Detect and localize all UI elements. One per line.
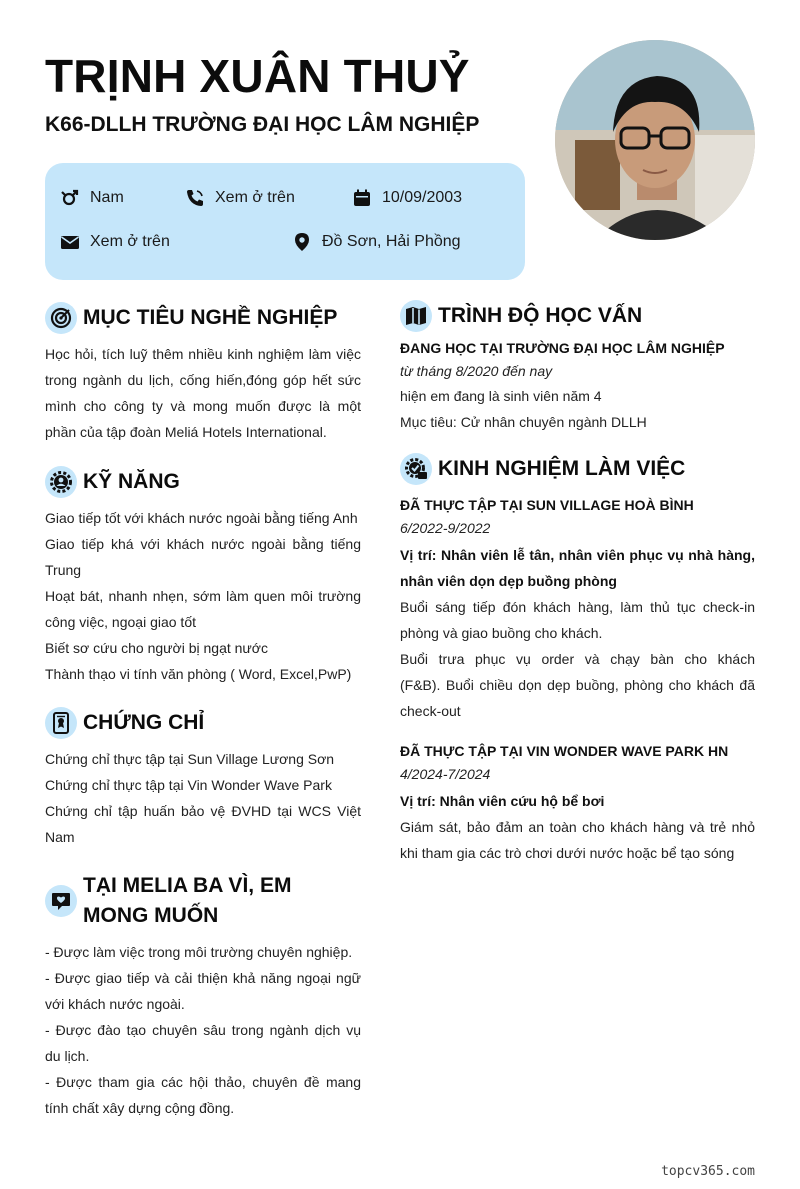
book-icon [400, 300, 432, 332]
watermark: topcv365.com [661, 1164, 755, 1179]
address-item [292, 232, 461, 252]
gear-user-icon [45, 466, 77, 498]
skills-title: KỸ NĂNG [83, 470, 180, 493]
wishes-section [45, 871, 361, 1121]
job-line: Buổi trưa phục vụ order và chạy bàn cho khách (F&B). Buổi chiều dọn dẹp buồng, phòng cho khách đã check-out [400, 651, 783, 719]
job-entry [400, 740, 755, 866]
birthday-value: 10/09/2003 [382, 189, 463, 206]
objective-title: MỤC TIÊU NGHỀ NGHIỆP [83, 306, 338, 329]
wish-item: - Được giao tiếp và cải thiện khả năng ngoại ngữ với khách nước ngoài. [45, 970, 361, 1012]
wishes-title: TẠI MELIA BA VÌ, EM MONG MUỐN [83, 874, 292, 927]
skill-item: Giao tiếp tốt với khách nước ngoài bằng tiếng Anh [45, 510, 358, 526]
wish-item: - Được tham gia các hội thảo, chuyên đề mang tính chất xây dựng cộng đồng. [45, 1074, 361, 1116]
wish-item: - Được làm việc trong môi trường chuyên nghiệp. [45, 944, 353, 960]
candidate-name: TRỊNH XUÂN THUỶ [45, 50, 470, 102]
gender-value: Nam [90, 189, 124, 206]
skill-item: Biết sơ cứu cho người bị ngạt nước [45, 640, 268, 656]
experience-title: KINH NGHIỆM LÀM VIỆC [438, 457, 686, 480]
gender-icon [60, 188, 80, 208]
job-period: 6/2022-9/2022 [400, 520, 491, 536]
envelope-icon [60, 232, 80, 252]
objective-section [45, 302, 361, 445]
skill-item: Hoạt bát, nhanh nhẹn, sớm làm quen môi trường công việc, ngoại giao tốt [45, 588, 361, 630]
location-pin-icon [292, 232, 312, 252]
experience-section [400, 453, 783, 866]
calendar-icon [352, 188, 372, 208]
wish-item: - Được đào tạo chuyên sâu trong ngành dịch vụ du lịch. [45, 1022, 361, 1064]
target-icon [45, 302, 77, 334]
skill-item: Thành thạo vi tính văn phòng ( Word, Excel,PwP) [45, 666, 352, 682]
gender-item [60, 188, 124, 208]
education-section [400, 300, 755, 435]
email-value: Xem ở trên [90, 233, 170, 250]
certificate-item: Chứng chỉ thực tập tại Vin Wonder Wave Park [45, 777, 332, 793]
objective-text: Học hỏi, tích luỹ thêm nhiều kinh nghiệm làm việc trong ngành du lịch, cống hiến,đóng góp hết sức mình cho công ty và mong muốn được là một phần của tập đoàn Meliá Hotels International. [45, 346, 361, 440]
skills-section [45, 466, 361, 687]
certificate-item: Chứng chỉ thực tập tại Sun Village Lương Sơn [45, 751, 335, 767]
job-name: ĐÃ THỰC TẬP TẠI VIN WONDER WAVE PARK HN [400, 743, 729, 759]
certificates-title: CHỨNG CHỈ [83, 711, 205, 734]
birthday-item [352, 188, 462, 208]
certificates-section [45, 707, 361, 850]
address-value: Đồ Sơn, Hải Phồng [322, 233, 461, 250]
school-name: ĐANG HỌC TẠI TRƯỜNG ĐẠI HỌC LÂM NGHIỆP [400, 340, 725, 356]
job-position: Vị trí: Nhân viên lễ tân, nhân viên phục vụ nhà hàng, nhân viên dọn dẹp buồng phòng [400, 547, 755, 589]
job-line: Giám sát, bảo đảm an toàn cho khách hàng và trẻ nhỏ khi tham gia các trò chơi dưới nước hoặc bể tạo sóng [400, 819, 755, 861]
contact-info-box [45, 163, 525, 280]
skill-item: Giao tiếp khá với khách nước ngoài bằng tiếng Trung [45, 536, 361, 578]
badge-check-icon [400, 453, 432, 485]
profile-photo [555, 40, 755, 240]
phone-icon [185, 188, 205, 208]
job-entry [400, 494, 783, 724]
education-title: TRÌNH ĐỘ HỌC VẤN [438, 304, 643, 327]
phone-item [185, 188, 295, 208]
phone-value: Xem ở trên [215, 189, 295, 206]
job-line: Buổi sáng tiếp đón khách hàng, làm thủ tục check-in phòng và giao buồng cho khách. [400, 599, 755, 641]
education-period: từ tháng 8/2020 đến nay [400, 363, 553, 379]
email-item [60, 232, 170, 252]
education-line: Mục tiêu: Cử nhân chuyên ngành DLLH [400, 414, 647, 430]
education-line: hiện em đang là sinh viên năm 4 [400, 388, 602, 404]
candidate-subtitle: K66-DLLH TRƯỜNG ĐẠI HỌC LÂM NGHIỆP [45, 113, 480, 136]
job-position: Vị trí: Nhân viên cứu hộ bể bơi [400, 793, 605, 809]
job-period: 4/2024-7/2024 [400, 766, 491, 782]
job-name: ĐÃ THỰC TẬP TẠI SUN VILLAGE HOÀ BÌNH [400, 497, 694, 513]
certificate-item: Chứng chỉ tập huấn bảo vệ ĐVHD tại WCS Việt Nam [45, 803, 361, 845]
certificate-icon [45, 707, 77, 739]
chat-heart-icon [45, 885, 77, 917]
